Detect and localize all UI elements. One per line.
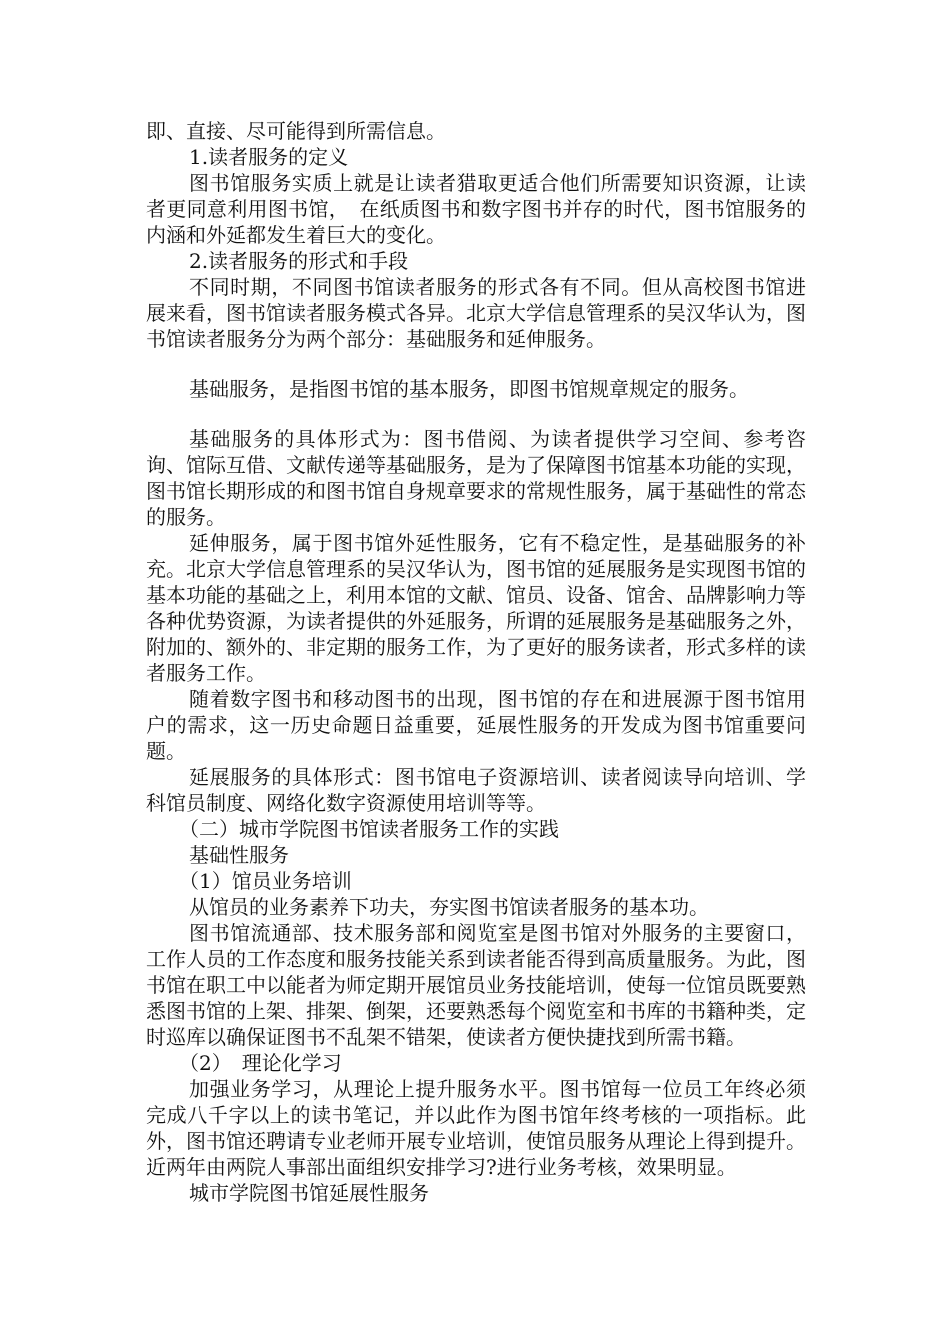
paragraph-service-essence: 图书馆服务实质上就是让读者猎取更适合他们所需要知识资源，让读者更同意利用图书馆， 在纸质图书和数字图书并存的时代，图书馆服务的内涵和外延都发生着巨大的变化。 — [146, 171, 806, 247]
heading-basic-services: 基础性服务 — [189, 843, 289, 867]
heading-service-forms: 2.读者服务的形式和手段 — [189, 249, 409, 273]
paragraph-digital-books: 随着数字图书和移动图书的出现，图书馆的存在和进展源于图书馆用户的需求，这一历史命题日益重要，延展性服务的开发成为图书馆重要问题。 — [146, 687, 806, 763]
heading-extended-services: 城市学院图书馆延展性服务 — [189, 1181, 429, 1205]
blank-line — [146, 352, 806, 376]
paragraph-extended-service: 延伸服务，属于图书馆外延性服务，它有不稳定性，是基础服务的补充。北京大学信息管理系的吴汉华认为，图书馆的延展服务是实现图书馆的基本功能的基础之上，利用本馆的文献、馆员、设备、馆舍、品牌影响力等各种优势资源，为读者提供的外延服务，所谓的延展服务是基础服务之外，附加的、额外的、非定期的服务工作，为了更好的服务读者，形式多样的读者服务工作。 — [146, 531, 806, 685]
heading-reader-service-definition: 1.读者服务的定义 — [189, 145, 349, 169]
paragraph-theory-study: 加强业务学习，从理论上提升服务水平。图书馆每一位员工年终必须完成八千字以上的读书笔记，并以此作为图书馆年终考核的一项指标。此外，图书馆还聘请专业老师开展专业培训，使馆员服务从理论上得到提升。近两年由两院人事部出面组织安排学习?进行业务考核，效果明显。 — [146, 1077, 806, 1179]
paragraph-service-periods: 不同时期，不同图书馆读者服务的形式各有不同。但从高校图书馆进展来看，图书馆读者服务模式各异。北京大学信息管理系的吴汉华认为，图书馆读者服务分为两个部分：基础服务和延伸服务。 — [146, 275, 806, 351]
paragraph-extended-service-forms: 延展服务的具体形式：图书馆电子资源培训、读者阅读导向培训、学科馆员制度、网络化数字资源使用培训等等。 — [146, 765, 806, 815]
heading-city-college-practice: （二）城市学院图书馆读者服务工作的实践 — [179, 817, 559, 841]
paragraph-basic-service-forms: 基础服务的具体形式为：图书借阅、为读者提供学习空间、参考咨询、馆际互借、文献传递等基础服务，是为了保障图书馆基本功能的实现，图书馆长期形成的和图书馆自身规章要求的常规性服务，属于基础性的常态的服务。 — [146, 427, 806, 529]
heading-theory-learning: （2） 理论化学习 — [179, 1051, 342, 1075]
blank-line — [146, 402, 806, 426]
paragraph-continuation: 即、直接、尽可能得到所需信息。 — [146, 119, 446, 143]
paragraph-basic-service: 基础服务，是指图书馆的基本服务，即图书馆规章规定的服务。 — [189, 377, 749, 401]
heading-staff-training: （1）馆员业务培训 — [179, 869, 352, 893]
paragraph-staff-skills: 从馆员的业务素养下功夫，夯实图书馆读者服务的基本功。 — [189, 895, 709, 919]
document-page — [146, 118, 806, 1206]
paragraph-service-windows: 图书馆流通部、技术服务部和阅览室是图书馆对外服务的主要窗口，工作人员的工作态度和服务技能关系到读者能否得到高质量服务。为此，图书馆在职工中以能者为师定期开展馆员业务技能培训，使每一位馆员既要熟悉图书馆的上架、排架、倒架，还要熟悉每个阅览室和书库的书籍种类，定时巡库以确保证图书不乱架不错架，使读者方便快捷找到所需书籍。 — [146, 921, 806, 1049]
